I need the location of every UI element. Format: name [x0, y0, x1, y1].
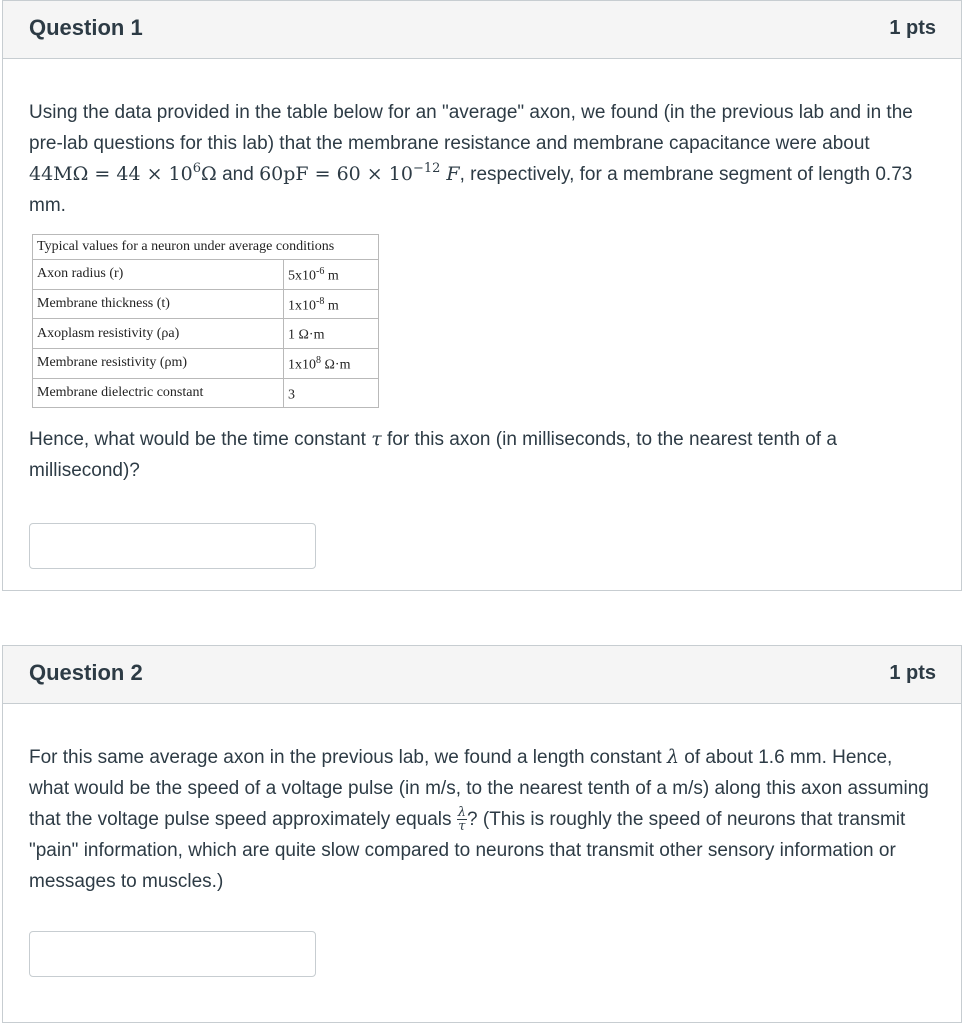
- row-label: Axoplasm resistivity (ρa): [33, 319, 284, 349]
- row-label: Membrane resistivity (ρm): [33, 348, 284, 378]
- row-value: $5x10^{-6}$ m: [284, 260, 379, 290]
- question-points: 1 pts: [889, 17, 936, 39]
- text-pre: For this same average axon in the previous lab, we found a length constant: [29, 747, 662, 768]
- question-intro: Using the data provided in the table below for an "average" axon, we found (in the previous lab and in the pre-lab questions for this lab) that the membrane resistance and membrane capacitance were about: [29, 102, 913, 154]
- resistance-exponent: 6: [192, 161, 202, 176]
- question-header: [3, 646, 961, 704]
- capacitance-formula: [259, 163, 460, 185]
- question-1-card: [2, 0, 962, 591]
- answer-input[interactable]: [29, 931, 316, 977]
- table-row: [33, 348, 379, 378]
- capacitance-exponent: −12: [412, 161, 441, 176]
- table-caption: Typical values for a neuron under average conditions: [33, 235, 379, 260]
- table-row: [33, 378, 379, 408]
- table-row: [33, 289, 379, 319]
- question-header: [3, 1, 961, 59]
- question-text: [29, 742, 934, 897]
- lambda-over-tau-fraction: [457, 806, 467, 833]
- question-body: [3, 704, 961, 977]
- tau-symbol: τ: [371, 428, 382, 451]
- row-label: Axon radius (r): [33, 260, 284, 290]
- question-text: [29, 97, 934, 221]
- row-label: Membrane dielectric constant: [33, 378, 284, 408]
- table-row: [33, 260, 379, 290]
- fraction-denominator: τ: [458, 819, 466, 835]
- row-value: $1x10^8$ Ω·m: [284, 348, 379, 378]
- table-row: [33, 319, 379, 349]
- question-points: 1 pts: [889, 662, 936, 684]
- row-label: Membrane thickness (t): [33, 289, 284, 319]
- resistance-formula: [29, 163, 217, 185]
- prompt-pre: Hence, what would be the time constant: [29, 429, 366, 451]
- text-mid: of about 1.6 mm. Hence, what would be the speed of a voltage pulse (in m/s, to the nearest tenth of a m/s) along this axon assuming that the voltage pulse speed approximately equals: [29, 747, 929, 830]
- neuron-values-table: [32, 234, 379, 408]
- row-value: 1 Ω·m: [284, 319, 379, 349]
- text-post: ? (This is roughly the speed of neurons that transmit "pain" information, which are quite slow compared to neurons that transmit other sensory information or messages to muscles.): [29, 809, 906, 892]
- question-prompt: [29, 424, 909, 486]
- resistance-unit: Ω: [201, 163, 217, 185]
- capacitance-unit: F: [446, 163, 460, 185]
- question-2-card: [2, 645, 962, 1023]
- resistance-math: 44MΩ = 44 × 10: [29, 163, 193, 185]
- fraction-numerator: λ: [457, 805, 467, 821]
- row-value: 3: [284, 378, 379, 408]
- row-value: $1x10^{-8}$ m: [284, 289, 379, 319]
- question-intro-end: , respectively, for a membrane segment of length 0.73 mm.: [29, 164, 913, 216]
- capacitance-math: 60pF = 60 × 10: [259, 163, 413, 185]
- question-title: Question 1: [29, 15, 143, 40]
- and-text: and: [222, 164, 254, 185]
- lambda-symbol: λ: [666, 746, 679, 768]
- question-body: [3, 59, 961, 569]
- answer-input[interactable]: [29, 523, 316, 569]
- prompt-post: for this axon (in milliseconds, to the nearest tenth of a millisecond)?: [29, 429, 837, 482]
- question-title: Question 2: [29, 660, 143, 685]
